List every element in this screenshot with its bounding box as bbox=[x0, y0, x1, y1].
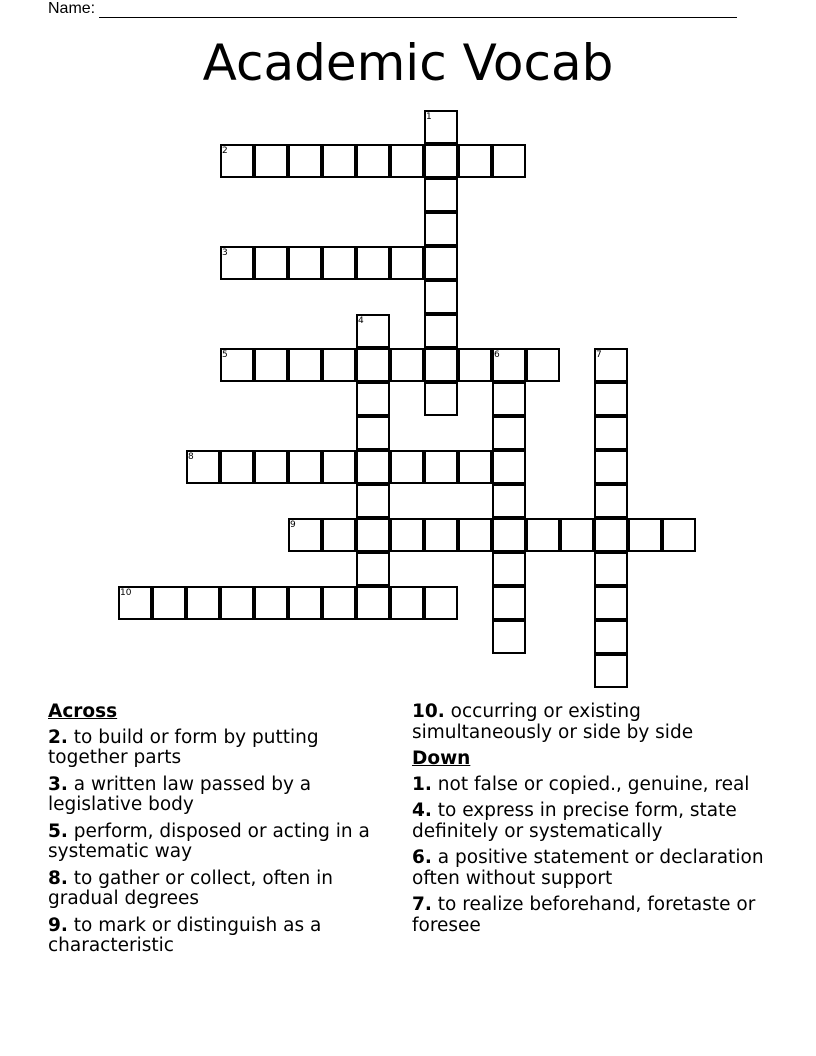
grid-cell[interactable] bbox=[594, 382, 628, 416]
grid-cell[interactable] bbox=[322, 348, 356, 382]
grid-cell[interactable] bbox=[458, 518, 492, 552]
grid-cell[interactable] bbox=[492, 518, 526, 552]
grid-number: 10 bbox=[120, 588, 132, 598]
grid-cell[interactable] bbox=[594, 654, 628, 688]
grid-cell[interactable] bbox=[560, 518, 594, 552]
grid-cell[interactable] bbox=[594, 552, 628, 586]
grid-cell[interactable] bbox=[458, 144, 492, 178]
grid-cell[interactable] bbox=[322, 246, 356, 280]
across-heading: Across bbox=[48, 701, 118, 722]
grid-cell[interactable] bbox=[492, 416, 526, 450]
grid-number: 9 bbox=[290, 520, 296, 530]
grid-cell[interactable] bbox=[458, 450, 492, 484]
clue-across-9: 9. to mark or distinguish as a characteristic bbox=[48, 914, 322, 956]
grid-cell[interactable] bbox=[390, 518, 424, 552]
grid-cell[interactable] bbox=[356, 246, 390, 280]
grid-cell[interactable] bbox=[424, 280, 458, 314]
grid-cell[interactable] bbox=[424, 144, 458, 178]
grid-number: 2 bbox=[222, 146, 228, 156]
grid-cell[interactable] bbox=[356, 416, 390, 450]
grid-cell[interactable] bbox=[356, 382, 390, 416]
grid-cell[interactable] bbox=[492, 586, 526, 620]
grid-cell[interactable] bbox=[492, 620, 526, 654]
grid-cell[interactable] bbox=[254, 348, 288, 382]
grid-cell[interactable] bbox=[390, 246, 424, 280]
grid-cell[interactable] bbox=[356, 348, 390, 382]
grid-cell[interactable] bbox=[220, 450, 254, 484]
grid-number: 3 bbox=[222, 248, 228, 258]
grid-cell[interactable] bbox=[254, 586, 288, 620]
grid-cell[interactable] bbox=[322, 586, 356, 620]
page-title: Academic Vocab bbox=[202, 34, 614, 92]
grid-cell[interactable] bbox=[526, 348, 560, 382]
clue-across-2: 2. to build or form by putting together parts bbox=[48, 726, 319, 768]
grid-number: 4 bbox=[358, 316, 364, 326]
grid-cell[interactable] bbox=[356, 484, 390, 518]
clue-down-6: 6. a positive statement or declaration often without support bbox=[412, 847, 764, 889]
grid-cell[interactable] bbox=[186, 586, 220, 620]
grid-cell[interactable] bbox=[356, 586, 390, 620]
grid-cell[interactable] bbox=[424, 518, 458, 552]
clue-down-4: 4. to express in precise form, state definitely or systematically bbox=[412, 800, 737, 842]
clue-across-8: 8. to gather or collect, often in gradual degrees bbox=[48, 867, 333, 909]
grid-cell[interactable] bbox=[594, 518, 628, 552]
grid-cell[interactable] bbox=[356, 552, 390, 586]
grid-cell[interactable] bbox=[390, 144, 424, 178]
grid-cell[interactable] bbox=[322, 450, 356, 484]
grid-number: 6 bbox=[494, 350, 500, 360]
grid-cell[interactable] bbox=[492, 450, 526, 484]
grid-cell[interactable] bbox=[526, 518, 560, 552]
grid-cell[interactable] bbox=[424, 314, 458, 348]
grid-cell[interactable] bbox=[424, 348, 458, 382]
grid-cell[interactable] bbox=[322, 518, 356, 552]
grid-cell[interactable] bbox=[390, 586, 424, 620]
grid-cell[interactable] bbox=[356, 518, 390, 552]
grid-cell[interactable] bbox=[424, 246, 458, 280]
clue-across-10: 10. occurring or existing simultaneously or side by side bbox=[412, 701, 694, 743]
grid-cell[interactable] bbox=[220, 586, 254, 620]
grid-cell[interactable] bbox=[458, 348, 492, 382]
grid-cell[interactable] bbox=[628, 518, 662, 552]
grid-cell[interactable] bbox=[356, 450, 390, 484]
grid-cell[interactable] bbox=[288, 348, 322, 382]
clue-down-7: 7. to realize beforehand, foretaste or foresee bbox=[412, 894, 756, 936]
grid-cell[interactable] bbox=[424, 450, 458, 484]
grid-cell[interactable] bbox=[254, 246, 288, 280]
grid-cell[interactable] bbox=[492, 484, 526, 518]
grid-cell[interactable] bbox=[424, 586, 458, 620]
grid-cell[interactable] bbox=[390, 348, 424, 382]
grid-cell[interactable] bbox=[594, 620, 628, 654]
grid-cell[interactable] bbox=[254, 144, 288, 178]
grid-cell[interactable] bbox=[322, 144, 356, 178]
name-label: Name: bbox=[48, 0, 96, 17]
grid-cell[interactable] bbox=[594, 416, 628, 450]
grid-cell[interactable] bbox=[390, 450, 424, 484]
grid-cell[interactable] bbox=[594, 586, 628, 620]
clues-left-column bbox=[48, 702, 398, 963]
grid-cell[interactable] bbox=[152, 586, 186, 620]
grid-cell[interactable] bbox=[594, 484, 628, 518]
grid-cell[interactable] bbox=[424, 212, 458, 246]
grid-number: 1 bbox=[426, 112, 432, 122]
grid-cell[interactable] bbox=[594, 450, 628, 484]
grid-cell[interactable] bbox=[288, 586, 322, 620]
grid-cell[interactable] bbox=[492, 552, 526, 586]
grid-cell[interactable] bbox=[288, 246, 322, 280]
down-heading: Down bbox=[412, 748, 471, 769]
grid-cell[interactable] bbox=[662, 518, 696, 552]
grid-number: 5 bbox=[222, 350, 228, 360]
grid-cell[interactable] bbox=[254, 450, 288, 484]
clues-right-column bbox=[412, 702, 772, 942]
grid-cell[interactable] bbox=[356, 144, 390, 178]
grid-cell[interactable] bbox=[288, 450, 322, 484]
grid-cell[interactable] bbox=[288, 144, 322, 178]
grid-cell[interactable] bbox=[492, 382, 526, 416]
clue-down-1: 1. not false or copied., genuine, real bbox=[412, 773, 750, 795]
clue-across-3: 3. a written law passed by a legislative body bbox=[48, 773, 312, 815]
clue-across-5: 5. perform, disposed or acting in a systematic way bbox=[48, 820, 370, 862]
grid-number: 8 bbox=[188, 452, 194, 462]
grid-cell[interactable] bbox=[492, 144, 526, 178]
grid-number: 7 bbox=[596, 350, 602, 360]
grid-cell[interactable] bbox=[424, 178, 458, 212]
grid-cell[interactable] bbox=[424, 382, 458, 416]
